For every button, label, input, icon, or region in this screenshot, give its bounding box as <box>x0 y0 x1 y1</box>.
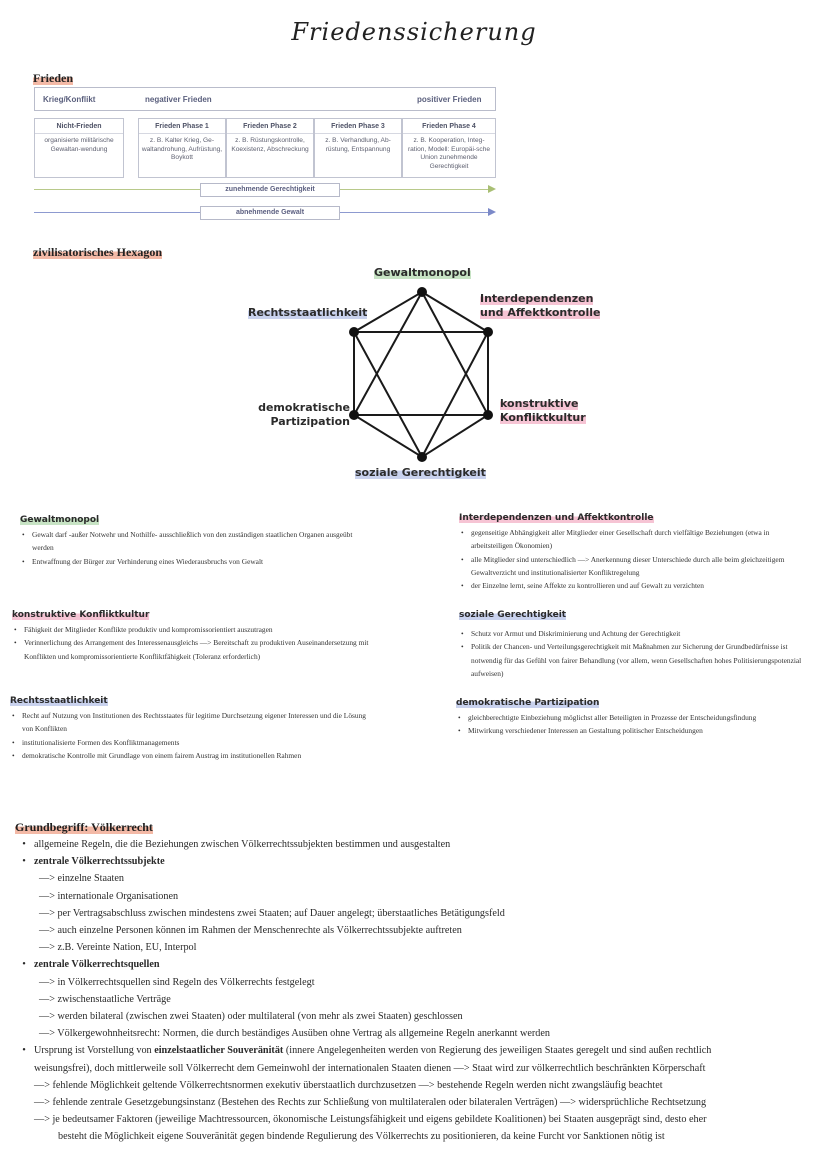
list-item: —> in Völkerrechtsquellen sind Regeln des Völkerrechts festgelegt <box>39 976 315 988</box>
list-item: • Verinnerlichung des Arrangement des Interessenausgleichs —> Bereitschaft zu produktiven Auseinandersetzung mit Konflikten und kompromissorientierte Konfliktfähigkeit (Toleranz erforderlich) <box>12 636 377 663</box>
list-item: • Gewalt darf -außer Notwehr und Nothilfe- ausschließlich von den zuständigen staatlichen Organen ausgeübt werden <box>20 528 370 555</box>
def-konfliktkultur <box>12 604 377 663</box>
def-interdependenzen <box>459 507 804 593</box>
hex-label-gewaltmonopol: Gewaltmonopol <box>374 266 471 279</box>
zivilisatorisches-hexagon <box>240 260 610 490</box>
def-rechtsstaatlichkeit <box>10 690 375 762</box>
list-item: besteht die Möglichkeit eigene Souveränität gegen bindende Regulierung des Völkerrechts zu positionieren, da keine Furcht vor Sanktionen nötig ist <box>58 1131 665 1143</box>
list-item: • Mitwirkung verschiedener Interessen an Gestaltung politischer Entscheidungen <box>456 724 801 737</box>
list-item: —> fehlende Möglichkeit geltende Völkerrechtsnormen exekutiv überstaatlich durchzusetzen —> bestehende Regeln werden nicht zwangsläufig beachtet <box>34 1079 663 1091</box>
hex-label-interdependenzen: Interdependenzen und Affektkontrolle <box>480 292 601 320</box>
def-title: soziale Gerechtigkeit <box>459 610 567 620</box>
frieden-heading: Frieden <box>33 71 73 85</box>
list-item: • gegenseitige Abhängigkeit aller Mitglieder einer Gesellschaft durch vielfältige Beziehungen (etwa in arbeitsteiligen Ökonomien) <box>459 526 804 553</box>
hex-label-partizipation: demokratische Partizipation <box>258 401 350 429</box>
hex-label-rechtsstaatlichkeit: Rechtsstaatlichkeit <box>248 306 368 319</box>
voelkerrecht-body <box>14 836 814 1146</box>
list-item: —> internationale Organisationen <box>39 890 179 902</box>
list-item: • Recht auf Nutzung von Institutionen des Rechtsstaates für legitime Durchsetzung eigener Interessen und die Lösung von Konflikten <box>10 709 375 736</box>
def-gewaltmonopol <box>20 509 370 568</box>
list-item: • zentrale Völkerrechtssubjekte <box>22 856 165 868</box>
list-item: —> werden bilateral (zwischen zwei Staaten) oder multilateral (von mehr als zwei Staaten) geschlossen <box>39 1011 463 1023</box>
list-item: • zentrale Völkerrechtsquellen <box>22 959 160 971</box>
list-item: • Schutz vor Armut und Diskriminierung und Achtung der Gerechtigkeit <box>459 627 804 640</box>
list-item: • Fähigkeit der Mitglieder Konflikte produktiv und kompromissorientiert auszutragen <box>12 623 377 636</box>
scale-label-krieg: Krieg/Konflikt <box>43 95 96 104</box>
list-item: • der Einzelne lernt, seine Affekte zu kontrollieren und auf Gewalt zu verzichten <box>459 579 804 592</box>
list-item: —> z.B. Vereinte Nation, EU, Interpol <box>39 942 197 954</box>
def-gerechtigkeit <box>459 604 804 680</box>
list-item: —> je bedeutsamer Faktoren (jeweilige Machtressourcen, ökonomische Leistungsfähigkeit und eigens gebildete Koalitionen) bei Staaten ausgeprägt sind, desto eher <box>34 1114 707 1126</box>
list-item: • Politik der Chancen- und Verteilungsgerechtigkeit mit Maßnahmen zur Sicherung der Grundbedürfnisse ist notwendig für das Gefühl von fairer Behandlung (vor allem, wenn Gesellschaften hohes Politisierungspotenzial aufweisen) <box>459 640 804 680</box>
list-item: • gleichberechtigte Einbeziehung möglichst aller Beteiligten in Prozesse der Entscheidungsfindung <box>456 711 801 724</box>
list-item: —> einzelne Staaten <box>39 873 124 885</box>
phase-3: Frieden Phase 3 z. B. Verhandlung, Ab-rüstung, Entspannung <box>314 118 402 178</box>
frieden-scale-bar <box>34 87 496 111</box>
def-title: konstruktive Konfliktkultur <box>12 610 150 620</box>
arrow-gewalt: abnehmende Gewalt <box>34 206 496 220</box>
list-item: • alle Mitglieder sind unterschiedlich —> Anerkennung dieser Unterschiede durch alle beim gleichzeitigem Gewaltverzicht und institutionalisierter Konfliktregelung <box>459 553 804 580</box>
def-title: demokratische Partizipation <box>456 698 600 708</box>
list-item: —> fehlende zentrale Gesetzgebungsinstanz (Bestehen des Rechts zur Schließung von multilateralen oder bilateralen Verträgen) —> widersprüchliche Rechtsetzung <box>34 1097 707 1109</box>
hex-label-konfliktkultur: konstruktive Konfliktkultur <box>500 397 586 425</box>
arrow-gerechtigkeit: zunehmende Gerechtigkeit <box>34 183 496 197</box>
def-title: Gewaltmonopol <box>20 515 100 525</box>
list-item: —> per Vertragsabschluss zwischen mindestens zwei Staaten; auf Dauer angelegt; überstaatliches Betätigungsfeld <box>39 907 505 919</box>
scale-label-positiv: positiver Frieden <box>417 95 482 104</box>
list-item: • Ursprung ist Vorstellung von einzelstaatlicher Souveränität (innere Angelegenheiten werden von Regierung des jeweiligen Staates geregelt und sind außen rechtlich <box>22 1045 712 1057</box>
list-item: weisungsfrei), doch mittlerweile soll Völkerrecht dem Gemeinwohl der internationalen Staaten dienen —> Staat wird zur völkerrechtlich beschränkten Körperschaft <box>34 1062 706 1074</box>
phase-2: Frieden Phase 2 z. B. Rüstungskontrolle, Koexistenz, Abschreckung <box>226 118 314 178</box>
def-partizipation <box>456 692 801 738</box>
voelkerrecht-heading: Grundbegriff: Völkerrecht <box>15 820 153 834</box>
list-item: —> zwischenstaatliche Verträge <box>39 993 171 1005</box>
scale-label-negativ: negativer Frieden <box>145 95 212 104</box>
list-item: —> Völkergewohnheitsrecht: Normen, die durch beständiges Ausüben ohne Vertrag als allgemeine Regeln anerkannt werden <box>39 1028 551 1040</box>
hex-label-gerechtigkeit: soziale Gerechtigkeit <box>355 466 486 479</box>
list-item: —> auch einzelne Personen können im Rahmen der Menschenrechte als Völkerrechtssubjekte auftreten <box>39 925 462 937</box>
list-item: • allgemeine Regeln, die die Beziehungen zwischen Völkerrechtssubjekten bestimmen und ausgestalten <box>22 839 451 850</box>
list-item: • demokratische Kontrolle mit Grundlage von einem fairem Austrag im institutionellen Rahmen <box>10 749 375 762</box>
def-title: Rechtsstaatlichkeit <box>10 696 108 706</box>
hexagon-heading: zivilisatorisches Hexagon <box>33 245 162 259</box>
phase-1: Frieden Phase 1 z. B. Kalter Krieg, Ge-waltandrohung, Aufrüstung, Boykott <box>138 118 226 178</box>
phase-nicht-frieden: Nicht-Frieden organisierte militärische Gewaltan-wendung <box>34 118 124 178</box>
def-title: Interdependenzen und Affektkontrolle <box>459 513 654 523</box>
phase-4: Frieden Phase 4 z. B. Kooperation, Integ-ration, Modell: Europäi-sche Union zunehmende Gerechtigkeit <box>402 118 496 178</box>
frieden-diagram <box>34 87 496 221</box>
list-item: • institutionalisierte Formen des Konfliktmanagements <box>10 736 375 749</box>
list-item: • Entwaffnung der Bürger zur Verhinderung eines Wiederausbruchs von Gewalt <box>20 555 370 568</box>
page-title: Friedenssicherung <box>291 18 537 46</box>
